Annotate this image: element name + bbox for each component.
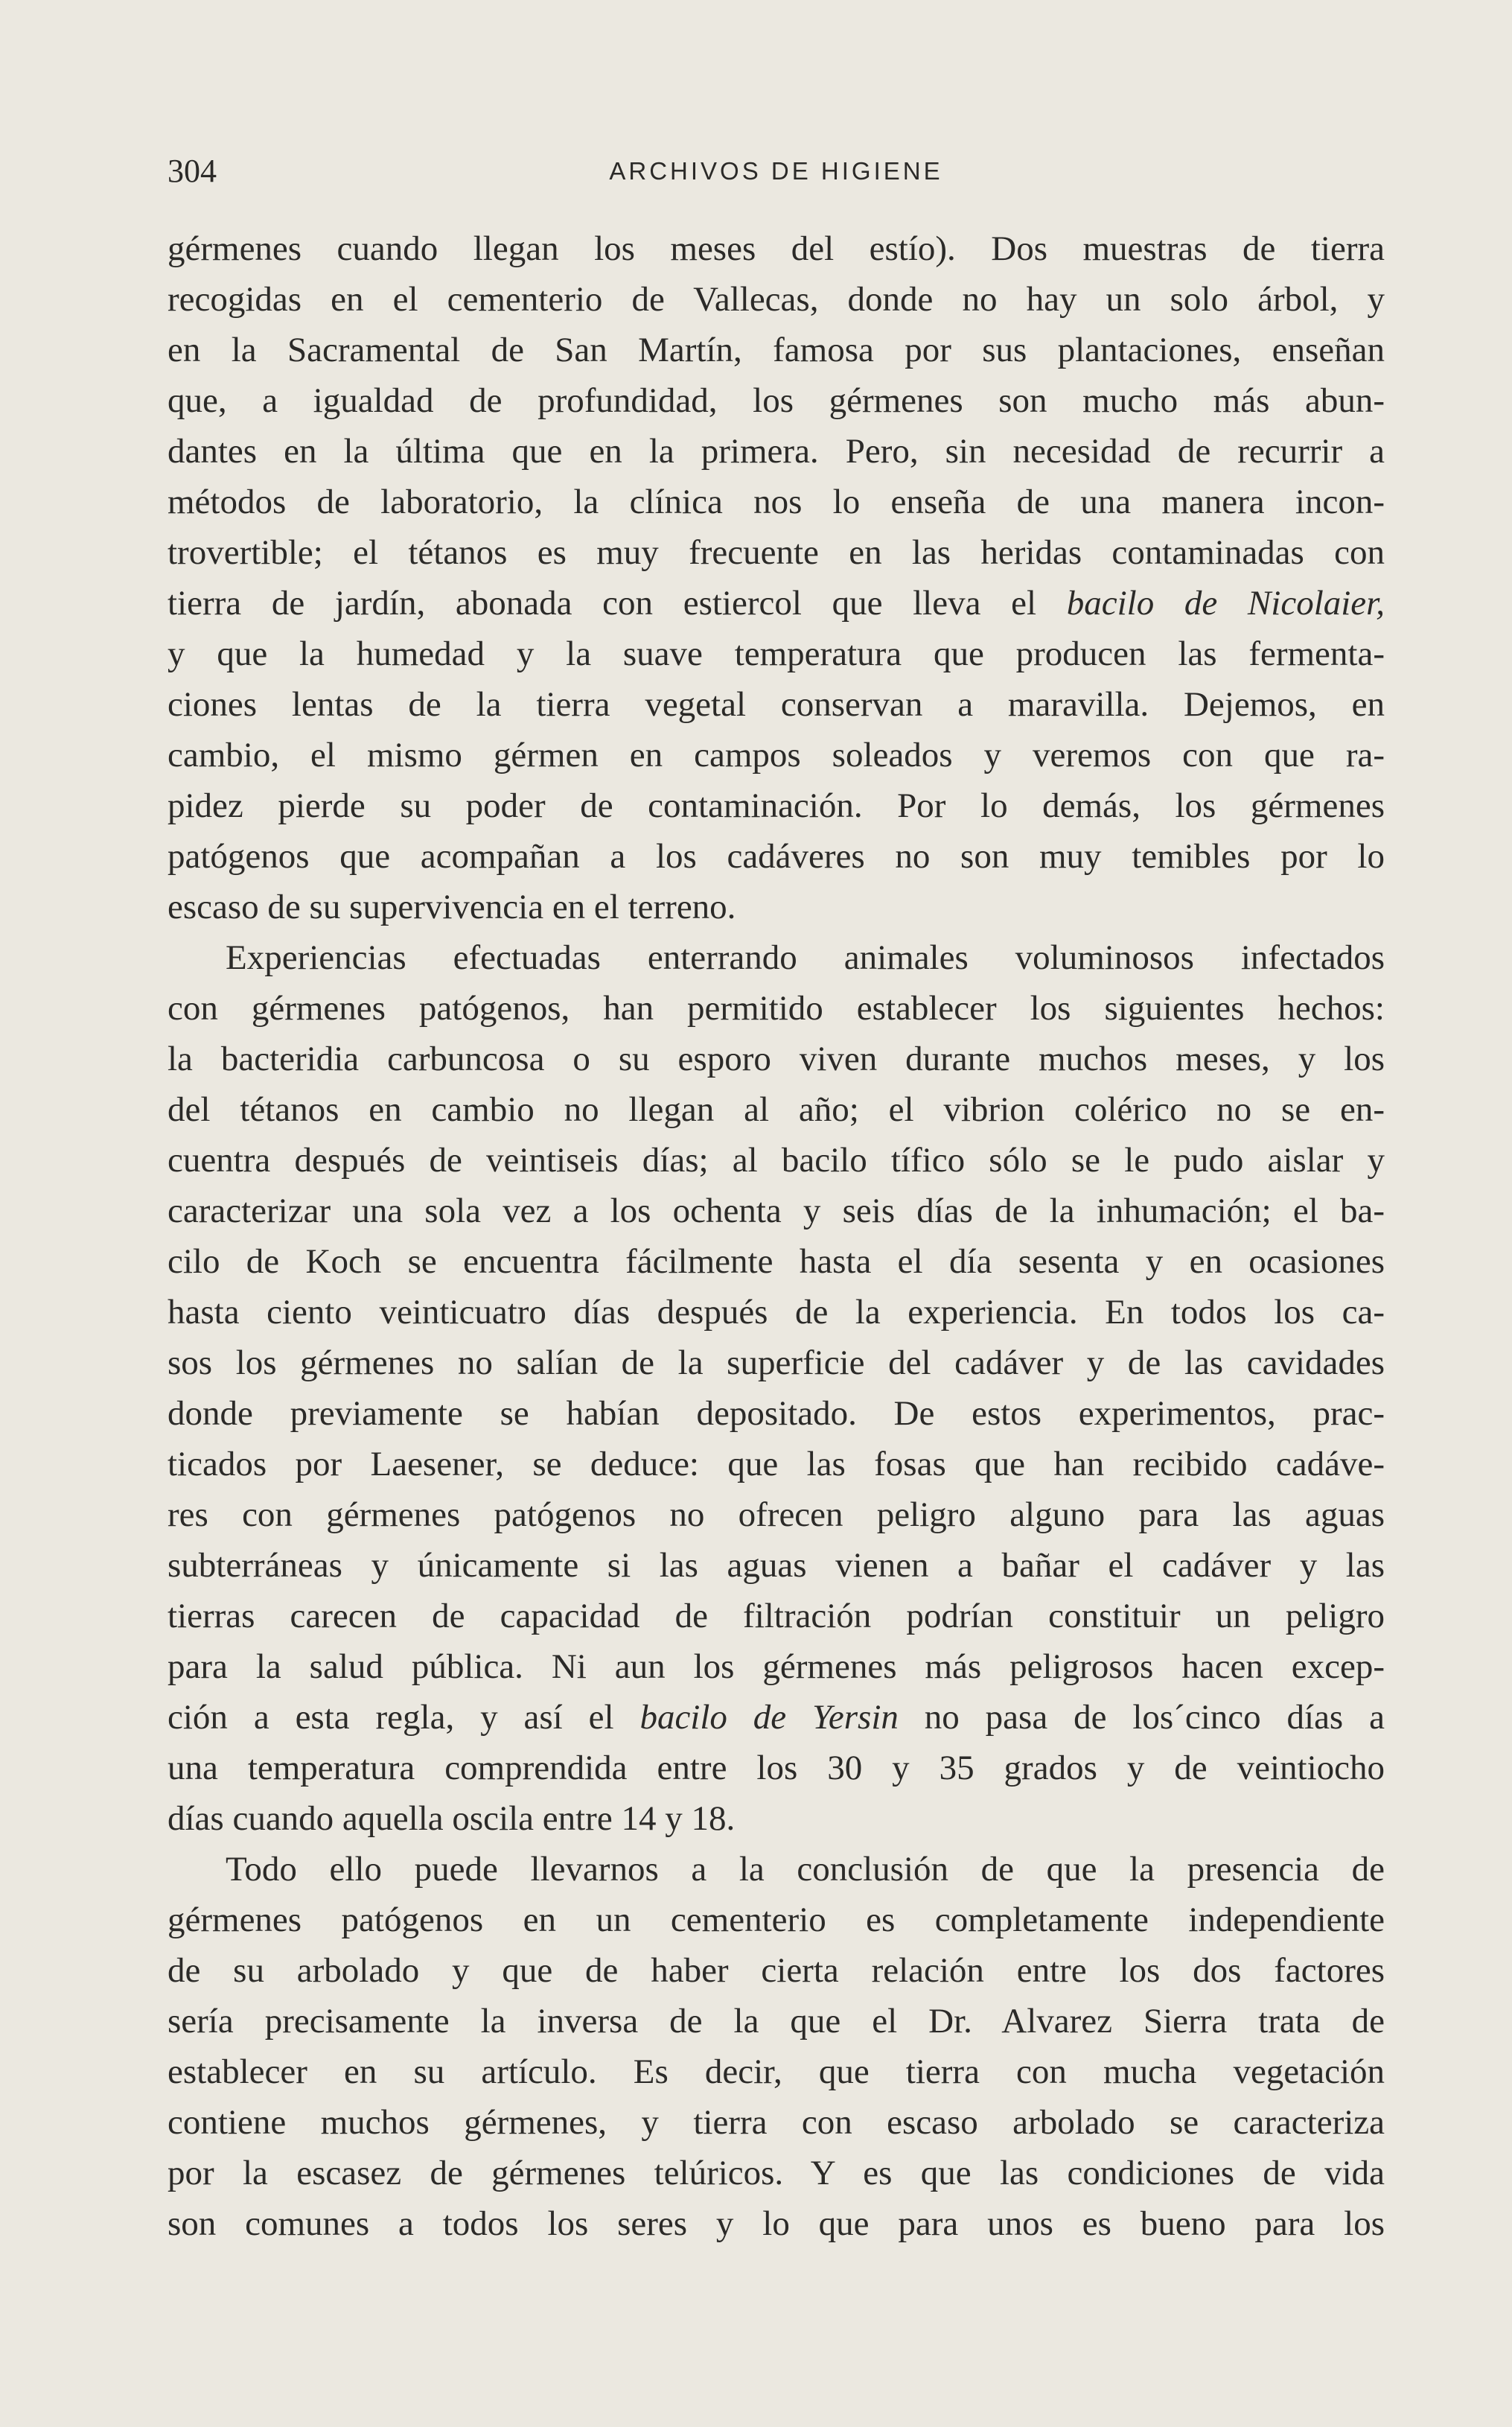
- text-line: dantes en la última que en la primera. Pero, sin necesidad de recurrir a: [168, 432, 1385, 471]
- text-line: tierras carecen de capacidad de filtración podrían constituir un peligro: [168, 1597, 1385, 1635]
- text-line: con gérmenes patógenos, han permitido establecer los siguientes hechos:: [168, 989, 1385, 1028]
- text-run: ción a esta regla, y así el: [168, 1698, 640, 1737]
- text-line: contiene muchos gérmenes, y tierra con escaso arbolado se caracteriza: [168, 2103, 1385, 2142]
- text-line: cilo de Koch se encuentra fácilmente hasta el día sesenta y en ocasiones: [168, 1242, 1385, 1281]
- text-line: gérmenes cuando llegan los meses del estío). Dos muestras de tierra: [168, 229, 1385, 268]
- text-line: pidez pierde su poder de contaminación. Por lo demás, los gérmenes: [168, 786, 1385, 825]
- text-line: escaso de su supervivencia en el terreno.: [168, 888, 736, 926]
- italic-term: bacilo de Nicolaier,: [1066, 584, 1385, 623]
- paragraph-3: [168, 1844, 1385, 2249]
- text-line: patógenos que acompañan a los cadáveres no son muy temibles por lo: [168, 837, 1385, 876]
- text-line: de su arbolado y que de haber cierta relación entre los dos factores: [168, 1951, 1385, 1990]
- text-line: ticados por Laesener, se deduce: que las fosas que han recibido cadáve-: [168, 1445, 1385, 1483]
- page-number: 304: [168, 153, 217, 189]
- text-line: Experiencias efectuadas enterrando animales voluminosos infectados: [226, 938, 1385, 977]
- text-line: para la salud pública. Ni aun los gérmenes más peligrosos hacen excep-: [168, 1647, 1385, 1686]
- text-line: Todo ello puede llevarnos a la conclusión de que la presencia de: [226, 1850, 1385, 1889]
- text-line: gérmenes patógenos en un cementerio es completamente independiente: [168, 1900, 1385, 1939]
- text-line: ciones lentas de la tierra vegetal conservan a maravilla. Dejemos, en: [168, 685, 1385, 724]
- text-line: por la escasez de gérmenes telúricos. Y es que las condiciones de vida: [168, 2154, 1385, 2192]
- text-line: en la Sacramental de San Martín, famosa por sus plantaciones, enseñan: [168, 331, 1385, 369]
- italic-term: bacilo de Yersin: [639, 1698, 899, 1737]
- text-line: cuentra después de veintiseis días; al bacilo tífico sólo se le pudo aislar y: [168, 1141, 1385, 1180]
- text-line: una temperatura comprendida entre los 30 y 35 grados y de veintiocho: [168, 1749, 1385, 1787]
- text-line: caracterizar una sola vez a los ochenta y seis días de la inhumación; el ba-: [168, 1192, 1385, 1230]
- text-run: tierra de jardín, abonada con estiercol que lleva el: [168, 584, 1067, 623]
- text-line: y que la humedad y la suave temperatura que producen las fermenta-: [168, 634, 1385, 673]
- paragraph-1: [168, 223, 1385, 932]
- text-line: donde previamente se habían depositado. De estos experimentos, prac-: [168, 1394, 1385, 1433]
- paragraph-2: [168, 932, 1385, 1844]
- text-line: [168, 1692, 1385, 1743]
- text-line: sería precisamente la inversa de la que el Dr. Alvarez Sierra trata de: [168, 2002, 1385, 2040]
- text-line: métodos de laboratorio, la clínica nos lo enseña de una manera incon-: [168, 483, 1385, 521]
- text-line: sos los gérmenes no salían de la superficie del cadáver y de las cavidades: [168, 1343, 1385, 1382]
- body-text: [168, 223, 1385, 2249]
- text-line: días cuando aquella oscila entre 14 y 18.: [168, 1799, 736, 1838]
- text-line: la bacteridia carbuncosa o su esporo viven durante muchos meses, y los: [168, 1040, 1385, 1078]
- text-line: subterráneas y únicamente si las aguas vienen a bañar el cadáver y las: [168, 1546, 1385, 1585]
- text-line: hasta ciento veinticuatro días después de la experiencia. En todos los ca-: [168, 1293, 1385, 1332]
- text-run: no pasa de los´cinco días a: [898, 1698, 1385, 1737]
- running-title: ARCHIVOS DE HIGIENE: [609, 157, 943, 185]
- text-line: que, a igualdad de profundidad, los gérmenes son mucho más abun-: [168, 381, 1385, 420]
- page-header: [168, 145, 1385, 197]
- text-line: recogidas en el cementerio de Vallecas, donde no hay un solo árbol, y: [168, 280, 1385, 319]
- text-line: del tétanos en cambio no llegan al año; el vibrion colérico no se en-: [168, 1090, 1385, 1129]
- text-line: [168, 578, 1385, 629]
- text-line: trovertible; el tétanos es muy frecuente en las heridas contaminadas con: [168, 533, 1385, 572]
- text-line: res con gérmenes patógenos no ofrecen peligro alguno para las aguas: [168, 1495, 1385, 1534]
- text-line: cambio, el mismo gérmen en campos soleados y veremos con que ra-: [168, 736, 1385, 774]
- text-line: son comunes a todos los seres y lo que para unos es bueno para los: [168, 2204, 1385, 2243]
- text-line: establecer en su artículo. Es decir, que tierra con mucha vegetación: [168, 2052, 1385, 2091]
